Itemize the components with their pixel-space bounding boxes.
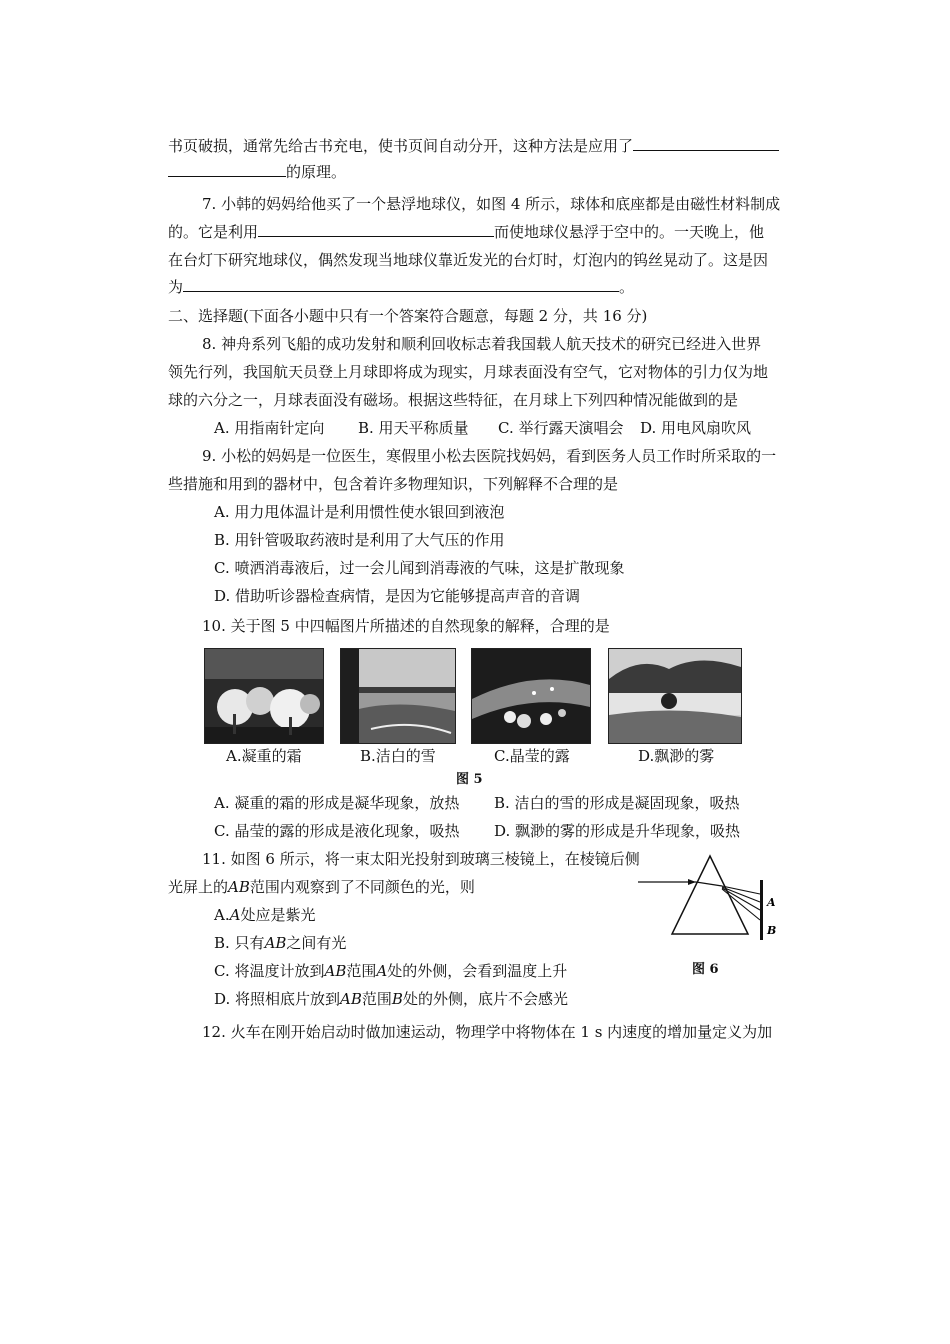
- q10-option-d[interactable]: D. 飘渺的雾的形成是升华现象，吸热: [494, 822, 741, 840]
- q11-b-tail: 之间有光: [286, 934, 347, 952]
- q6-blank-1[interactable]: [633, 136, 779, 151]
- q7-blank-1[interactable]: [258, 222, 494, 237]
- q8-line-2: 领先行列，我国航天员登上月球即将成为现实，月球表面没有空气，它对物体的引力仅为地: [168, 363, 769, 381]
- q11-var-ab: AB: [228, 878, 250, 896]
- q7-line-2: [168, 222, 764, 242]
- photo-snow: [340, 648, 456, 744]
- q11-d-mid: 范围: [361, 990, 392, 1008]
- q9-option-a[interactable]: A. 用力甩体温计是利用惯性使水银回到液泡: [214, 503, 505, 521]
- q10-option-a[interactable]: A. 凝重的霜的形成是凝华现象，放热: [214, 794, 460, 812]
- caption-fog: D.飘渺的雾: [638, 747, 715, 765]
- q8-option-b[interactable]: B. 用天平称质量: [358, 419, 469, 437]
- q11-c-head: C. 将温度计放到: [214, 962, 325, 980]
- q11-c-var1: AB: [324, 962, 347, 980]
- q10-option-b[interactable]: B. 洁白的雪的形成是凝固现象，吸热: [494, 794, 740, 812]
- q6-line-1: [168, 136, 779, 156]
- q11-d-var2: B: [391, 990, 403, 1008]
- q8-line-3: 球的六分之一，月球表面没有磁场。根据这些特征，在月球上下列四种情况能做到的是: [168, 391, 739, 409]
- q9-line-1: 9. 小松的妈妈是一位医生，寒假里小松去医院找妈妈，看到医务人员工作时所采取的一: [202, 447, 777, 465]
- q11-option-d[interactable]: [214, 989, 568, 1009]
- q10-line-1: 10. 关于图 5 中四幅图片所描述的自然现象的解释，合理的是: [202, 617, 610, 635]
- caption-frost: A.凝重的霜: [226, 747, 302, 765]
- screen-label-a: A: [767, 896, 776, 909]
- q8-option-c[interactable]: C. 举行露天演唱会: [498, 419, 624, 437]
- q11-d-head: D. 将照相底片放到: [214, 990, 341, 1008]
- q7-text-2b: 而使地球仪悬浮于空中的。一天晚上，他: [494, 223, 765, 241]
- q9-option-c[interactable]: C. 喷洒消毒液后，过一会儿闻到消毒液的气味，这是扩散现象: [214, 559, 625, 577]
- q11-a-tail: 处应是紫光: [240, 906, 316, 924]
- q7-line-3: 在台灯下研究地球仪，偶然发现当地球仪靠近发光的台灯时，灯泡内的钨丝晃动了。这是因: [168, 251, 769, 269]
- q11-text-2b: 范围内观察到了不同颜色的光，则: [249, 878, 475, 896]
- photo-dew: [471, 648, 591, 744]
- q12-line-1: 12. 火车在刚开始启动时做加速运动，物理学中将物体在 1 s 内速度的增加量定义为加: [202, 1023, 773, 1041]
- q11-line-1: 11. 如图 6 所示，将一束太阳光投射到玻璃三棱镜上，在棱镜后侧: [202, 850, 640, 868]
- q11-c-tail: 处的外侧，会看到温度上升: [387, 962, 568, 980]
- q11-d-var1: AB: [340, 990, 362, 1008]
- q11-option-c[interactable]: [214, 961, 567, 981]
- prism-diagram: [636, 850, 786, 946]
- dispersed-ray-2: [722, 887, 760, 902]
- light-screen: [760, 880, 763, 940]
- photo-frost: [204, 648, 324, 744]
- ray-arrow: [688, 879, 696, 885]
- dispersed-ray-3: [722, 888, 760, 910]
- q6-line-2: [168, 162, 346, 182]
- q11-option-b[interactable]: [214, 933, 346, 953]
- caption-snow: B.洁白的雪: [360, 747, 436, 765]
- q11-d-tail: 处的外侧，底片不会感光: [402, 990, 568, 1008]
- section-2-title: 二、选择题(下面各小题中只有一个答案符合题意，每题 2 分，共 16 分): [168, 307, 648, 325]
- photo-fog: [608, 648, 742, 744]
- q9-option-d[interactable]: D. 借助听诊器检查病情，是因为它能够提高声音的音调: [214, 587, 581, 605]
- q7-text-2a: 的。它是利用: [168, 223, 259, 241]
- q7-blank-2[interactable]: [183, 277, 619, 292]
- q6-blank-2[interactable]: [168, 162, 286, 177]
- q11-c-var2: A: [376, 962, 388, 980]
- q7-text-4a: 为: [168, 278, 184, 296]
- q11-text-2a: 光屏上的: [168, 878, 229, 896]
- q11-c-mid: 范围: [346, 962, 377, 980]
- refracted-ray: [696, 882, 722, 886]
- q7-line-4: [168, 277, 634, 297]
- q11-b-var: AB: [264, 934, 287, 952]
- q6-text-1: 书页破损，通常先给古书充电，使书页间自动分开，这种方法是应用了: [168, 137, 634, 155]
- figure-5-label: 图 5: [456, 772, 483, 787]
- q11-option-a[interactable]: [214, 905, 315, 925]
- q8-option-d[interactable]: D. 用电风扇吹风: [640, 419, 752, 437]
- q7-text-4b: 。: [619, 278, 635, 296]
- q11-line-2: [168, 877, 475, 897]
- screen-label-b: B: [767, 924, 777, 937]
- q9-line-2: 些措施和用到的器材中，包含着许多物理知识，下列解释不合理的是: [168, 475, 619, 493]
- q7-line-1: 7. 小韩的妈妈给他买了一个悬浮地球仪，如图 4 所示，球体和底座都是由磁性材料制成: [202, 195, 781, 213]
- caption-dew: C.晶莹的露: [494, 747, 570, 765]
- figure-6-label: 图 6: [692, 962, 719, 977]
- q6-text-2: 的原理。: [286, 163, 347, 181]
- dispersed-ray-4: [722, 889, 760, 920]
- q11-a-head: A.: [214, 906, 230, 924]
- q9-option-b[interactable]: B. 用针管吸取药液时是利用了大气压的作用: [214, 531, 505, 549]
- q10-option-c[interactable]: C. 晶莹的露的形成是液化现象，吸热: [214, 822, 460, 840]
- prism-triangle: [672, 856, 748, 934]
- q8-option-a[interactable]: A. 用指南针定向: [214, 419, 325, 437]
- q8-line-1: 8. 神舟系列飞船的成功发射和顺利回收标志着我国载人航天技术的研究已经进入世界: [202, 335, 762, 353]
- q11-a-var: A: [229, 906, 241, 924]
- q11-b-head: B. 只有: [214, 934, 265, 952]
